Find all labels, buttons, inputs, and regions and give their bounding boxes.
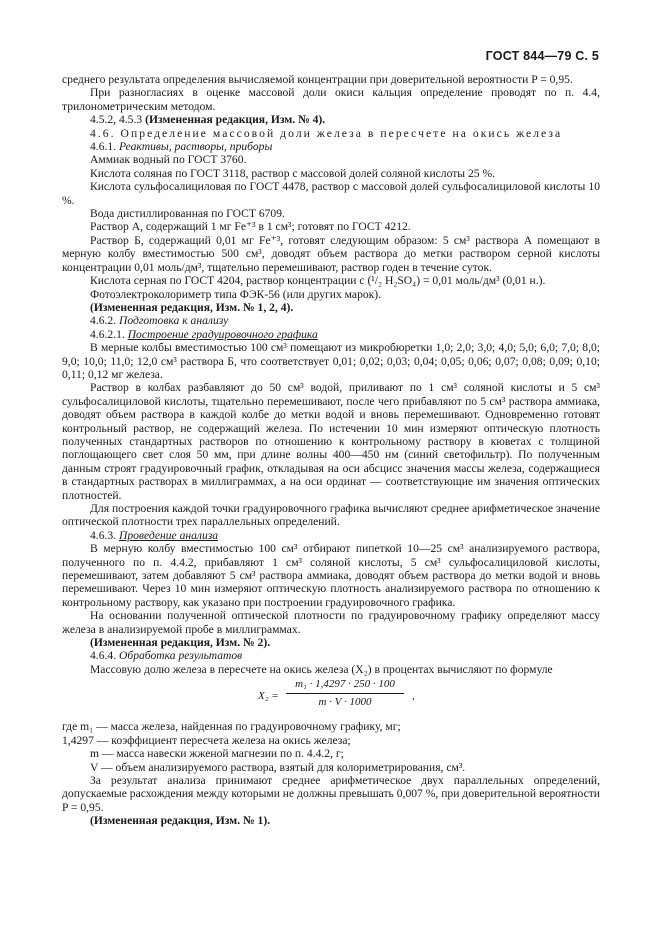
- formula: [62, 678, 600, 716]
- clause-number: 4.6.4.: [90, 649, 119, 663]
- formula-tail: ,: [412, 690, 415, 703]
- subsection-title: Проведение анализа: [118, 528, 219, 542]
- paragraph: Раствор в колбах разбавляют до 50 см³ водой, приливают по 1 см³ соляной кислоты и 5 см³ сульфосалициловой кислоты, тщательно перемешивают, после чего прибавляют по 5 см³ раствора аммиака, доводят объем раствора в каждой колбе до метки водой и вновь перемешивают. Одновременно готовят контрольный раствор, не содержащий железа. По истечении 10 мин измеряют оптическую плотность полученных стандартных растворов по отношению к контрольному раствору в кюветах с толщиной поглощающего свет слоя 50 мм, при длине волны 400—450 нм (синий светофильтр). По полученным данным строят градуировочный график, откладывая на оси абсцисс значения массы железа, содержащиеся в стандартных растворах в миллиграммах, а на оси ординат — соответствующие им значения оптических плотностей.: [62, 381, 600, 502]
- page-body: [62, 73, 600, 828]
- clause-number: 4.6.2.1.: [90, 327, 128, 341]
- amendment-note: (Измененная редакция, Изм. № 1, 2, 4).: [90, 300, 294, 314]
- paragraph: Кислота соляная по ГОСТ 3118, раствор с массовой долей соляной кислоты 25 %.: [90, 166, 496, 180]
- subsection-heading: [62, 328, 600, 341]
- formula-numerator: m₁ · 1,4297 · 250 · 100: [295, 678, 395, 691]
- section-heading: 4.6. Определение массовой доли железа в пересчете на окись железа: [90, 126, 563, 140]
- subsection-heading: [62, 314, 600, 327]
- paragraph: На основании полученной оптической плотности по градуировочному графику определяют массу железа в анализируемой пробе в миллиграммах.: [62, 609, 600, 636]
- subsection-title: Обработка результатов: [118, 649, 243, 663]
- paragraph: В мерные колбы вместимостью 100 см³ помещают из микробюретки 1,0; 2,0; 3,0; 4,0; 5,0; 6,0; 7,0; 8,0; 9,0; 10,0; 11,0; 12,0 см³ раствора Б, что соответствует 0,01; 0,02; 0,03; 0,04; 0,05; 0,06; 0,07; 0,08; 0,09; 0,10; 0,11; 0,12 мг железа.: [62, 341, 600, 381]
- paragraph: Раствор Б, содержащий 0,01 мг Fe⁺³, готовят следующим образом: 5 см³ раствора А помещают в мерную колбу вместимостью 500 см³, доводят объем раствора до метки раствором серной кислоты концентрации 0,01 моль/дм³, тщательно перемешивают, раствор годен в течение суток.: [62, 233, 600, 274]
- definition-line: V — объем анализируемого раствора, взятый для колориметрирования, см³.: [90, 760, 466, 774]
- paragraph: За результат анализа принимают среднее арифметическое двух параллельных определений, допускаемые расхождения между которыми не должны превышать 0,007 %, при доверительной вероятности P = 0,95.: [62, 773, 600, 814]
- paragraph: Кислота сульфосалициловая по ГОСТ 4478, раствор с массовой долей сульфосалициловой кислоты 10 %.: [62, 180, 600, 207]
- paragraph: Для построения каждой точки градуировочного графика вычисляют среднее арифметическое значение оптической плотности трех параллельных определений.: [62, 502, 600, 529]
- paragraph: Фотоэлектроколориметр типа ФЭК-56 (или других марок).: [90, 287, 382, 301]
- clause-number: 4.6.3.: [90, 528, 119, 542]
- amendment-note: (Измененная редакция, Изм. № 2).: [90, 636, 271, 650]
- paragraph: При разногласиях в оценке массовой доли окиси кальция определение проводят по п. 4.4, трилонометрическим методом.: [62, 86, 600, 113]
- definition-line: где m₁ — масса железа, найденная по градуировочному графику, мг;: [62, 720, 401, 734]
- clause-number: 4.6.1.: [90, 140, 119, 154]
- amendment-note: (Измененная редакция, Изм. № 4).: [145, 113, 326, 127]
- clause-number: 4.6.2.: [90, 314, 119, 328]
- paragraph: среднего результата определения вычисляемой концентрации при доверительной вероятности P = 0,95.: [62, 73, 573, 86]
- subsection-title: Подготовка к анализу: [118, 314, 229, 328]
- definition-line: m — масса навески жженой магнезии по п. 4.4.2, г;: [90, 747, 344, 761]
- amendment-note: (Измененная редакция, Изм. № 1).: [90, 814, 271, 828]
- definition-line: 1,4297 — коэффициент пересчета железа на окись железа;: [62, 733, 351, 747]
- subsection-heading: [62, 649, 600, 662]
- paragraph: Аммиак водный по ГОСТ 3760.: [90, 153, 247, 167]
- paragraph: Кислота серная по ГОСТ 4204, раствор концентрации c (¹/₂ H₂SO₄) = 0,01 моль/дм³ (0,01 н.).: [90, 274, 546, 288]
- clause-number: 4.5.2, 4.5.3: [90, 113, 146, 127]
- formula-lhs: X₂ =: [258, 690, 279, 703]
- paragraph: В мерную колбу вместимостью 100 см³ отбирают пипеткой 10—25 см³ анализируемого раствора, полученного по п. 4.4.2, прибавляют 1 см³ соляной кислоты, 5 см³ сульфосалициловой кислоты, перемешивают, затем добавляют 5 см³ раствора аммиака, доводят объем раствора до метки водой и вновь перемешивают. Через 10 мин измеряют оптическую плотность анализируемого раствора по отношению к контрольному раствору, как указано при построении градуировочного графика.: [62, 542, 600, 609]
- formula-definitions: [62, 720, 600, 774]
- page-header: ГОСТ 844—79 С. 5: [485, 49, 599, 63]
- subsection-title: Построение градуировочного графика: [127, 327, 318, 341]
- paragraph: Раствор А, содержащий 1 мг Fe⁺³ в 1 см³; готовят по ГОСТ 4212.: [90, 220, 411, 234]
- paragraph: Массовую долю железа в пересчете на окись железа (X₂) в процентах вычисляют по формуле: [90, 662, 553, 676]
- fraction-bar: [286, 693, 404, 694]
- subsection-heading: [62, 529, 600, 542]
- paragraph: Вода дистиллированная по ГОСТ 6709.: [90, 207, 285, 221]
- formula-denominator: m · V · 1000: [318, 696, 372, 709]
- amendment-line: [62, 113, 600, 126]
- subsection-title: Реактивы, растворы, приборы: [118, 140, 273, 154]
- subsection-heading: [62, 140, 600, 153]
